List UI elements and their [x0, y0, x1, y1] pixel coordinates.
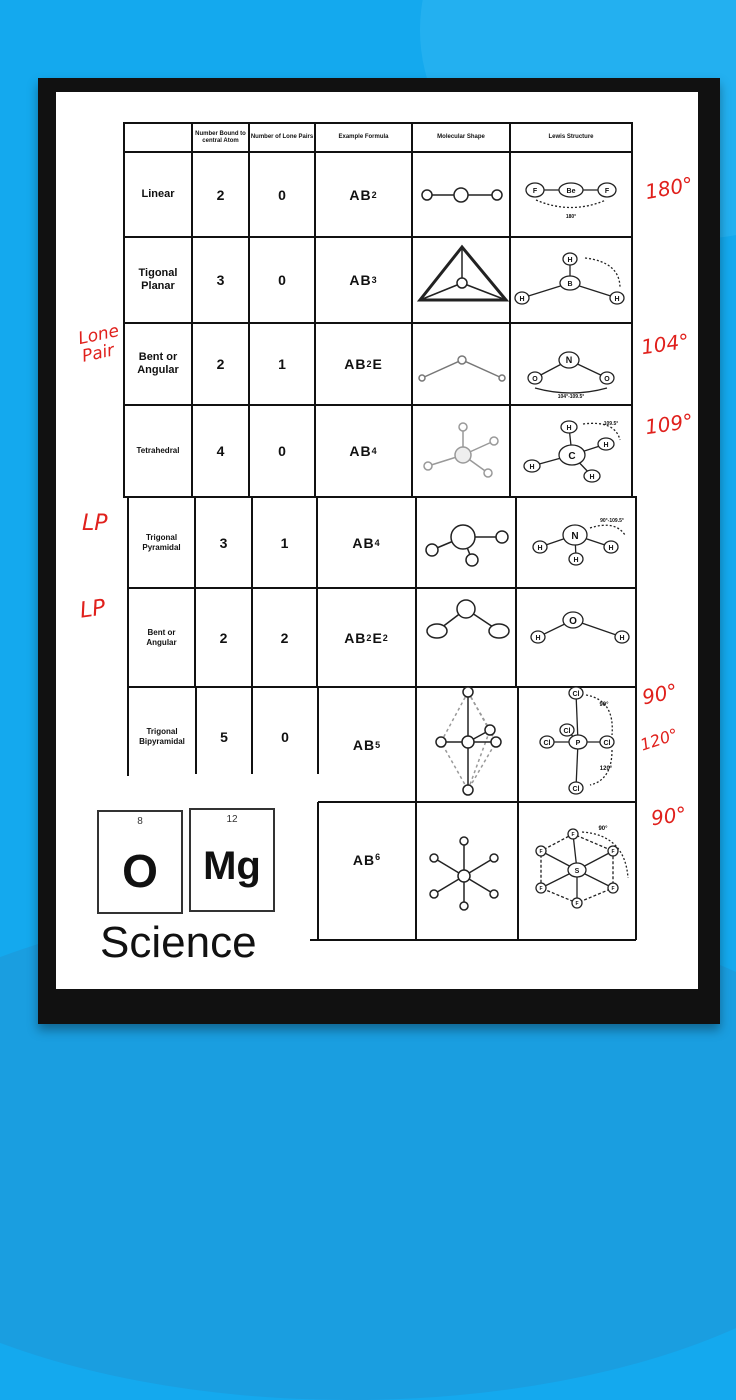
lewis-atom-h: H	[573, 557, 579, 564]
lewis-atom-h: H	[608, 545, 614, 552]
lewis-angle-label: 90°	[598, 826, 608, 832]
row-bound: 3	[216, 272, 225, 288]
lewis-atom-h: H	[619, 635, 625, 642]
lewis-atom-s: S	[574, 868, 580, 875]
lewis-atom-p: P	[575, 740, 581, 747]
lewis-atom-cl: Cl	[603, 740, 611, 747]
lewis-atom-h: H	[519, 296, 525, 303]
formula-sub-e: 2	[382, 632, 389, 643]
row-lone: 0	[278, 186, 286, 203]
formula-sub: 6	[375, 852, 382, 862]
row-name-trigonal-bipyramidal: Trigonal Bipyramidal	[139, 727, 185, 746]
row-name-trigonal-planar: Tigonal Planar	[138, 267, 178, 292]
formula-text: AB	[352, 534, 375, 551]
header-formula: Example Formula	[338, 134, 389, 140]
element-tile-magnesium	[189, 808, 275, 912]
row-bound: 2	[216, 186, 225, 203]
lewis-angle-label: 109.5°	[603, 421, 619, 427]
lewis-atom-f: F	[539, 849, 543, 855]
row-bound: 4	[216, 443, 225, 459]
lewis-atom-h: H	[567, 257, 573, 264]
header-lone-pairs: Number of Lone Pairs	[250, 134, 314, 140]
lewis-atom-h: H	[589, 474, 595, 481]
formula-sub: 2	[366, 632, 373, 643]
formula-text: AB	[349, 443, 372, 459]
row-bound: 5	[220, 729, 228, 745]
lewis-atom-cl: Cl	[563, 728, 571, 735]
annotation-90: 90°	[639, 678, 680, 710]
element-symbol: Mg	[203, 844, 261, 888]
formula-sub: 4	[374, 537, 381, 548]
row-name-bent-2: Bent or Angular	[146, 627, 177, 647]
lewis-atom-h: H	[603, 442, 609, 449]
annotation-104: 104°	[639, 328, 691, 360]
lewis-atom-f: F	[532, 188, 538, 195]
lewis-atom-n: N	[565, 355, 573, 365]
row-lone: 0	[281, 729, 289, 745]
lewis-atom-o: O	[532, 376, 538, 383]
annotation-180: 180°	[643, 171, 695, 205]
row-lone: 0	[278, 272, 286, 288]
annotation-90-octahedral: 90°	[649, 801, 688, 831]
formula-sub: 2	[371, 189, 378, 200]
row-name-linear: Linear	[141, 188, 175, 200]
formula-sub: 3	[371, 275, 378, 285]
formula-text: AB	[344, 629, 367, 646]
row-lone: 1	[280, 534, 289, 551]
lewis-atom-h: H	[535, 635, 541, 642]
lewis-atom-be: Be	[566, 188, 576, 195]
lewis-bent-2	[531, 612, 629, 643]
lewis-atom-c: C	[568, 451, 576, 462]
lewis-atom-f: F	[611, 849, 615, 855]
lewis-linear	[526, 183, 616, 208]
lewis-angle-label: 120°	[599, 766, 613, 772]
row-lone: 2	[280, 629, 289, 646]
lewis-atom-cl: Cl	[572, 691, 580, 698]
lewis-atom-b: B	[567, 281, 573, 288]
row-lone: 0	[278, 443, 286, 459]
lewis-angle-label: 90°	[599, 702, 609, 708]
row-name-bent: Bent or Angular	[137, 351, 179, 376]
formula-text-e: E	[372, 629, 383, 646]
annotation-109: 109°	[643, 408, 695, 440]
formula-text: AB	[352, 852, 376, 868]
formula-sub: 2	[366, 359, 373, 369]
lewis-atom-o: O	[604, 376, 610, 383]
lewis-atom-cl: Cl	[543, 740, 551, 747]
lewis-atom-h: H	[566, 425, 572, 432]
annotation-120: 120°	[637, 724, 681, 755]
lewis-atom-f: F	[539, 886, 543, 892]
row-bound: 2	[216, 356, 225, 372]
header-bound: Number Bound to central Atom	[195, 130, 246, 144]
formula-text: AB	[352, 736, 376, 753]
lewis-atom-f: F	[571, 832, 575, 838]
row-bound: 2	[219, 629, 228, 646]
atomic-number: 8	[137, 816, 143, 827]
lewis-atom-f: F	[575, 901, 579, 907]
row-bound: 3	[219, 534, 228, 551]
atomic-number: 12	[226, 814, 238, 825]
lewis-atom-f: F	[604, 188, 610, 195]
annotation-lp-1: LP	[82, 511, 108, 536]
lewis-atom-cl: Cl	[572, 786, 580, 793]
lewis-atom-n: N	[571, 531, 579, 542]
annotation-lone-pair: Lone Pair	[76, 321, 121, 367]
lewis-atom-f: F	[611, 886, 615, 892]
logo-wordmark: Science	[100, 918, 257, 967]
formula-text: AB	[344, 356, 367, 372]
element-symbol: O	[122, 845, 158, 897]
formula-text-e: E	[372, 356, 383, 372]
row-name-trigonal-pyramidal: Trigonal Pyramidal	[142, 532, 181, 552]
formula-text: AB	[349, 272, 372, 288]
row-lone: 1	[278, 356, 286, 372]
row-name-tetrahedral: Tetrahedral	[136, 446, 180, 455]
header-lewis: Lewis Structure	[548, 134, 594, 140]
lewis-angle-label: 90°-109.5°	[600, 518, 624, 524]
element-tile-oxygen	[97, 810, 183, 914]
lewis-octahedral	[536, 829, 628, 908]
formula-sub: 4	[371, 446, 378, 456]
lewis-atom-h: H	[614, 296, 620, 303]
formula-sub: 5	[375, 739, 382, 750]
lewis-atom-o: O	[569, 616, 577, 627]
formula-text: AB	[349, 186, 372, 203]
annotation-lp-2: LP	[78, 595, 108, 624]
lewis-angle-label: 180°	[565, 214, 577, 220]
lewis-atom-h: H	[529, 464, 535, 471]
lewis-angle-label: 104°-109.5°	[557, 394, 585, 400]
header-shape: Molecular Shape	[437, 134, 485, 140]
lewis-atom-h: H	[537, 545, 543, 552]
